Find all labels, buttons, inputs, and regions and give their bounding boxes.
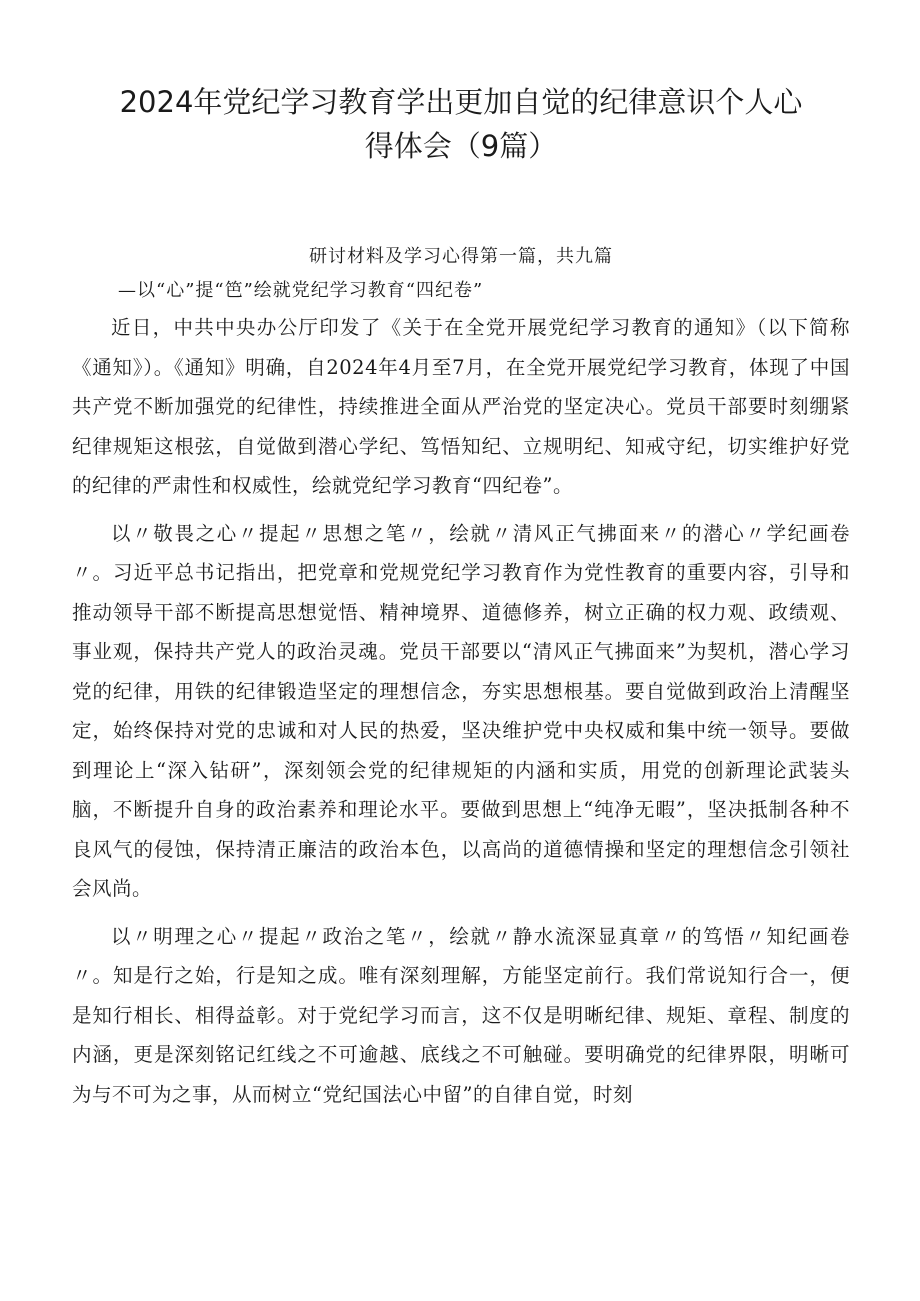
paragraph-2: 以〃敬畏之心〃提起〃思想之笔〃，绘就〃清风正气拂面来〃的潜心〃学纪画卷〃。习近平总书记指出，把党章和党规党纪学习教育作为党性教育的重要内容，引导和推动领导干部不断提高思想觉悟、精神境界、道德修养，树立正确的权力观、政绩观、事业观，保持共产党人的政治灵魂。党员干部要以“清风正气拂面来”为契机，潜心学习党的纪律，用铁的纪律锻造坚定的理想信念，夯实思想根基。要自觉做到政治上清醒坚定，始终保持对党的忠诚和对人民的热爱，坚决维护党中央权威和集中统一领导。要做到理论上“深入钻研”，深刻领会党的纪律规矩的内涵和实质，用党的创新理论武装头脑，不断提升自身的政治素养和理论水平。要做到思想上“纯净无暇”，坚决抵制各种不良风气的侵蚀，保持清正廉洁的政治本色，以高尚的道德情操和坚定的理想信念引领社会风尚。 bbox=[72, 521, 850, 900]
paragraph-1: 近日，中共中央办公厅印发了《关于在全党开展党纪学习教育的通知》（以下简称《通知》）。《通知》明确，自2024年4月至7月，在全党开展党纪学习教育，体现了中国共产党不断加强党的纪律性，持续推进全面从严治党的坚定决心。党员干部要时刻绷紧纪律规矩这根弦，自觉做到潜心学纪、笃悟知纪、立规明纪、知戒守纪，切实维护好党的纪律的严肃性和权威性，绘就党纪学习教育“四纪卷”。 bbox=[72, 316, 850, 497]
document-title bbox=[72, 80, 850, 168]
section-lead: —以“心”提“笆”绘就党纪学习教育“四纪卷” bbox=[118, 280, 484, 301]
section-subtitle: 研讨材料及学习心得第一篇，共九篇 bbox=[309, 246, 613, 267]
document-title-line-2: 得体会（9篇） bbox=[364, 129, 558, 163]
paragraph-3: 以〃明理之心〃提起〃政治之笔〃，绘就〃静水流深显真章〃的笃悟〃知纪画卷〃。知是行之始，行是知之成。唯有深刻理解，方能坚定前行。我们常说知行合一，便是知行相长、相得益彰。对于党纪学习而言，这不仅是明晰纪律、规矩、章程、制度的内涵，更是深刻铭记红线之不可逾越、底线之不可触碰。要明确党的纪律界限，明晰可为与不可为之事，从而树立“党纪国法心中留”的自律自觉，时刻 bbox=[72, 924, 850, 1106]
document-title-line-1: 2024年党纪学习教育学出更加自觉的纪律意识个人心 bbox=[119, 85, 803, 119]
